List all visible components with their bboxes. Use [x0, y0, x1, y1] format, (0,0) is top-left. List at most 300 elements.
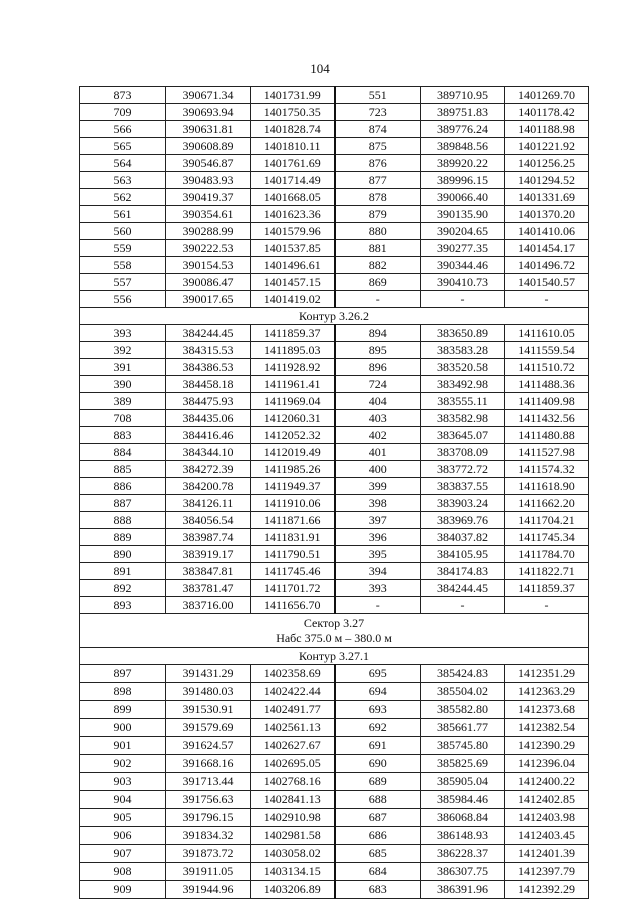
table-row — [80, 223, 589, 240]
x-coordinate-cell: 384475.93 — [166, 393, 251, 410]
point-number-cell: 884 — [80, 444, 166, 461]
point-number-cell: 893 — [80, 597, 166, 614]
y-coordinate-cell: 1411701.72 — [251, 580, 335, 597]
x-coordinate-cell: 391668.16 — [166, 755, 251, 773]
x-coordinate-cell: 390546.87 — [166, 155, 251, 172]
x-coordinate-cell: 383520.58 — [421, 359, 505, 376]
table-row — [80, 291, 589, 308]
y-coordinate-cell: 1403134.15 — [251, 863, 335, 881]
x-coordinate-cell: 391530.91 — [166, 701, 251, 719]
table-row — [80, 444, 589, 461]
x-coordinate-cell: - — [421, 597, 505, 614]
x-coordinate-cell: 383492.98 — [421, 376, 505, 393]
x-coordinate-cell: 383555.11 — [421, 393, 505, 410]
point-number-cell: 874 — [335, 121, 421, 138]
table-row — [80, 845, 589, 863]
x-coordinate-cell: 383969.76 — [421, 512, 505, 529]
point-number-cell: 559 — [80, 240, 166, 257]
contour-header-row — [80, 648, 589, 665]
y-coordinate-cell: 1411969.04 — [251, 393, 335, 410]
x-coordinate-cell: 386068.84 — [421, 809, 505, 827]
x-coordinate-cell: 384386.53 — [166, 359, 251, 376]
point-number-cell: 561 — [80, 206, 166, 223]
table-row — [80, 701, 589, 719]
point-number-cell: 908 — [80, 863, 166, 881]
x-coordinate-cell: 383772.72 — [421, 461, 505, 478]
point-number-cell: 903 — [80, 773, 166, 791]
y-coordinate-cell: 1411610.05 — [505, 325, 589, 342]
x-coordinate-cell: 390204.65 — [421, 223, 505, 240]
y-coordinate-cell: 1412363.29 — [505, 683, 589, 701]
y-coordinate-cell: 1401828.74 — [251, 121, 335, 138]
y-coordinate-cell: 1411618.90 — [505, 478, 589, 495]
y-coordinate-cell: 1411961.41 — [251, 376, 335, 393]
point-number-cell: 905 — [80, 809, 166, 827]
y-coordinate-cell: 1411704.21 — [505, 512, 589, 529]
y-coordinate-cell: 1401178.42 — [505, 104, 589, 121]
table-row — [80, 172, 589, 189]
y-coordinate-cell: 1401188.98 — [505, 121, 589, 138]
y-coordinate-cell: 1401668.05 — [251, 189, 335, 206]
table-row — [80, 827, 589, 845]
x-coordinate-cell: 390354.61 — [166, 206, 251, 223]
point-number-cell: 897 — [80, 665, 166, 683]
table-row — [80, 791, 589, 809]
x-coordinate-cell: 390344.46 — [421, 257, 505, 274]
point-number-cell: 399 — [335, 478, 421, 495]
x-coordinate-cell: 391480.03 — [166, 683, 251, 701]
y-coordinate-cell: 1412019.49 — [251, 444, 335, 461]
x-coordinate-cell: 391431.29 — [166, 665, 251, 683]
point-number-cell: 891 — [80, 563, 166, 580]
point-number-cell: 686 — [335, 827, 421, 845]
table-row — [80, 563, 589, 580]
y-coordinate-cell: 1403058.02 — [251, 845, 335, 863]
x-coordinate-cell: 385905.04 — [421, 773, 505, 791]
y-coordinate-cell: 1401750.35 — [251, 104, 335, 121]
x-coordinate-cell: 385825.69 — [421, 755, 505, 773]
y-coordinate-cell: 1411859.37 — [251, 325, 335, 342]
x-coordinate-cell: 390693.94 — [166, 104, 251, 121]
point-number-cell: 892 — [80, 580, 166, 597]
header-line: Набс 375.0 м – 380.0 м — [276, 630, 392, 645]
point-number-cell: 398 — [335, 495, 421, 512]
x-coordinate-cell: 384315.53 — [166, 342, 251, 359]
x-coordinate-cell: 384200.78 — [166, 478, 251, 495]
x-coordinate-cell: 390410.73 — [421, 274, 505, 291]
y-coordinate-cell: 1402910.98 — [251, 809, 335, 827]
point-number-cell: 879 — [335, 206, 421, 223]
table-row — [80, 461, 589, 478]
x-coordinate-cell: 390066.40 — [421, 189, 505, 206]
y-coordinate-cell: 1411822.71 — [505, 563, 589, 580]
y-coordinate-cell: 1411480.88 — [505, 427, 589, 444]
x-coordinate-cell: 386391.96 — [421, 881, 505, 899]
y-coordinate-cell: 1412373.68 — [505, 701, 589, 719]
x-coordinate-cell: 384037.82 — [421, 529, 505, 546]
table-row — [80, 665, 589, 683]
y-coordinate-cell: 1411871.66 — [251, 512, 335, 529]
y-coordinate-cell: 1412392.29 — [505, 881, 589, 899]
header-line: Сектор 3.27 — [303, 615, 365, 630]
x-coordinate-cell: 389751.83 — [421, 104, 505, 121]
table-row — [80, 359, 589, 376]
x-coordinate-cell: 386228.37 — [421, 845, 505, 863]
x-coordinate-cell: 384174.83 — [421, 563, 505, 580]
y-coordinate-cell: 1402491.77 — [251, 701, 335, 719]
point-number-cell: 393 — [80, 325, 166, 342]
y-coordinate-cell: 1402768.16 — [251, 773, 335, 791]
point-number-cell: 563 — [80, 172, 166, 189]
point-number-cell: 560 — [80, 223, 166, 240]
y-coordinate-cell: 1402561.13 — [251, 719, 335, 737]
x-coordinate-cell: 389848.56 — [421, 138, 505, 155]
point-number-cell: 556 — [80, 291, 166, 308]
y-coordinate-cell: 1412351.29 — [505, 665, 589, 683]
y-coordinate-cell: 1402358.69 — [251, 665, 335, 683]
y-coordinate-cell: 1401269.70 — [505, 87, 589, 104]
point-number-cell: 397 — [335, 512, 421, 529]
y-coordinate-cell: 1412400.22 — [505, 773, 589, 791]
y-coordinate-cell: 1412403.98 — [505, 809, 589, 827]
point-number-cell: 875 — [335, 138, 421, 155]
point-number-cell: 389 — [80, 393, 166, 410]
point-number-cell: 878 — [335, 189, 421, 206]
table-row — [80, 546, 589, 563]
y-coordinate-cell: 1401731.99 — [251, 87, 335, 104]
y-coordinate-cell: 1401454.17 — [505, 240, 589, 257]
point-number-cell: 723 — [335, 104, 421, 121]
table-row — [80, 597, 589, 614]
x-coordinate-cell: 384458.18 — [166, 376, 251, 393]
point-number-cell: 402 — [335, 427, 421, 444]
point-number-cell: 887 — [80, 495, 166, 512]
y-coordinate-cell: 1402841.13 — [251, 791, 335, 809]
table-row — [80, 325, 589, 342]
x-coordinate-cell: 383903.24 — [421, 495, 505, 512]
point-number-cell: 688 — [335, 791, 421, 809]
y-coordinate-cell: 1402695.05 — [251, 755, 335, 773]
y-coordinate-cell: 1401496.72 — [505, 257, 589, 274]
point-number-cell: 694 — [335, 683, 421, 701]
point-number-cell: 401 — [335, 444, 421, 461]
y-coordinate-cell: 1401294.52 — [505, 172, 589, 189]
y-coordinate-cell: 1411574.32 — [505, 461, 589, 478]
y-coordinate-cell: 1411510.72 — [505, 359, 589, 376]
table-row — [80, 240, 589, 257]
x-coordinate-cell: 383847.81 — [166, 563, 251, 580]
y-coordinate-cell: 1401496.61 — [251, 257, 335, 274]
point-number-cell: 906 — [80, 827, 166, 845]
point-number-cell: 886 — [80, 478, 166, 495]
point-number-cell: 685 — [335, 845, 421, 863]
x-coordinate-cell: 390277.35 — [421, 240, 505, 257]
table-row — [80, 719, 589, 737]
x-coordinate-cell: 384416.46 — [166, 427, 251, 444]
point-number-cell: 558 — [80, 257, 166, 274]
y-coordinate-cell: 1403206.89 — [251, 881, 335, 899]
x-coordinate-cell: 391944.96 — [166, 881, 251, 899]
y-coordinate-cell: - — [505, 291, 589, 308]
table-row — [80, 773, 589, 791]
y-coordinate-cell: 1411745.34 — [505, 529, 589, 546]
y-coordinate-cell: 1401331.69 — [505, 189, 589, 206]
y-coordinate-cell: 1411745.46 — [251, 563, 335, 580]
point-number-cell: 708 — [80, 410, 166, 427]
point-number-cell: 873 — [80, 87, 166, 104]
table-row — [80, 427, 589, 444]
x-coordinate-cell: 390608.89 — [166, 138, 251, 155]
y-coordinate-cell: 1411859.37 — [505, 580, 589, 597]
table-row — [80, 755, 589, 773]
point-number-cell: 551 — [335, 87, 421, 104]
x-coordinate-cell: 389776.24 — [421, 121, 505, 138]
table-row — [80, 683, 589, 701]
y-coordinate-cell: 1401370.20 — [505, 206, 589, 223]
x-coordinate-cell: 385984.46 — [421, 791, 505, 809]
y-coordinate-cell: 1401810.11 — [251, 138, 335, 155]
x-coordinate-cell: 391834.32 — [166, 827, 251, 845]
x-coordinate-cell: 390135.90 — [421, 206, 505, 223]
contour-header — [80, 308, 589, 325]
x-coordinate-cell: 391579.69 — [166, 719, 251, 737]
x-coordinate-cell: 384244.45 — [166, 325, 251, 342]
y-coordinate-cell: 1401579.96 — [251, 223, 335, 240]
point-number-cell: 565 — [80, 138, 166, 155]
table-row — [80, 495, 589, 512]
point-number-cell: 557 — [80, 274, 166, 291]
table-row — [80, 104, 589, 121]
x-coordinate-cell: 390222.53 — [166, 240, 251, 257]
x-coordinate-cell: 383919.17 — [166, 546, 251, 563]
point-number-cell: 404 — [335, 393, 421, 410]
contour-header-row — [80, 308, 589, 325]
point-number-cell: 901 — [80, 737, 166, 755]
point-number-cell: 898 — [80, 683, 166, 701]
table-row — [80, 478, 589, 495]
point-number-cell: 876 — [335, 155, 421, 172]
point-number-cell: 709 — [80, 104, 166, 121]
x-coordinate-cell: 384105.95 — [421, 546, 505, 563]
x-coordinate-cell: 383582.98 — [421, 410, 505, 427]
x-coordinate-cell: 390154.53 — [166, 257, 251, 274]
y-coordinate-cell: 1412390.29 — [505, 737, 589, 755]
y-coordinate-cell: 1402981.58 — [251, 827, 335, 845]
y-coordinate-cell: 1411662.20 — [505, 495, 589, 512]
x-coordinate-cell: 384244.45 — [421, 580, 505, 597]
table-row — [80, 881, 589, 899]
point-number-cell: 394 — [335, 563, 421, 580]
x-coordinate-cell: 383650.89 — [421, 325, 505, 342]
point-number-cell: 393 — [335, 580, 421, 597]
x-coordinate-cell: 389996.15 — [421, 172, 505, 189]
table-row — [80, 393, 589, 410]
x-coordinate-cell: 385424.83 — [421, 665, 505, 683]
point-number-cell: 391 — [80, 359, 166, 376]
x-coordinate-cell: 391911.05 — [166, 863, 251, 881]
point-number-cell: 396 — [335, 529, 421, 546]
point-number-cell: 895 — [335, 342, 421, 359]
point-number-cell: 693 — [335, 701, 421, 719]
point-number-cell: 724 — [335, 376, 421, 393]
x-coordinate-cell: 390419.37 — [166, 189, 251, 206]
x-coordinate-cell: 384126.11 — [166, 495, 251, 512]
x-coordinate-cell: 385504.02 — [421, 683, 505, 701]
y-coordinate-cell: 1411895.03 — [251, 342, 335, 359]
y-coordinate-cell: 1411790.51 — [251, 546, 335, 563]
y-coordinate-cell: 1402627.67 — [251, 737, 335, 755]
y-coordinate-cell: 1401714.49 — [251, 172, 335, 189]
point-number-cell: 403 — [335, 410, 421, 427]
point-number-cell: 907 — [80, 845, 166, 863]
y-coordinate-cell: 1401540.57 — [505, 274, 589, 291]
y-coordinate-cell: 1401419.02 — [251, 291, 335, 308]
header-line: Контур 3.26.2 — [299, 308, 369, 323]
point-number-cell: 881 — [335, 240, 421, 257]
y-coordinate-cell: 1411910.06 — [251, 495, 335, 512]
table-row — [80, 138, 589, 155]
table-row — [80, 189, 589, 206]
x-coordinate-cell: 383708.09 — [421, 444, 505, 461]
y-coordinate-cell: 1411784.70 — [505, 546, 589, 563]
x-coordinate-cell: 384435.06 — [166, 410, 251, 427]
table-row — [80, 512, 589, 529]
table-row — [80, 342, 589, 359]
point-number-cell: 687 — [335, 809, 421, 827]
y-coordinate-cell: 1411949.37 — [251, 478, 335, 495]
table-row — [80, 155, 589, 172]
y-coordinate-cell: 1411831.91 — [251, 529, 335, 546]
coordinates-table-body — [80, 87, 589, 899]
y-coordinate-cell: 1412397.79 — [505, 863, 589, 881]
y-coordinate-cell: 1412403.45 — [505, 827, 589, 845]
y-coordinate-cell: 1411409.98 — [505, 393, 589, 410]
x-coordinate-cell: 386148.93 — [421, 827, 505, 845]
point-number-cell: 899 — [80, 701, 166, 719]
y-coordinate-cell: 1411488.36 — [505, 376, 589, 393]
point-number-cell: 690 — [335, 755, 421, 773]
point-number-cell: 883 — [80, 427, 166, 444]
table-row — [80, 809, 589, 827]
table-row — [80, 863, 589, 881]
point-number-cell: 684 — [335, 863, 421, 881]
y-coordinate-cell: 1412382.54 — [505, 719, 589, 737]
point-number-cell: 691 — [335, 737, 421, 755]
point-number-cell: 392 — [80, 342, 166, 359]
y-coordinate-cell: 1411559.54 — [505, 342, 589, 359]
x-coordinate-cell: 385582.80 — [421, 701, 505, 719]
y-coordinate-cell: 1401537.85 — [251, 240, 335, 257]
y-coordinate-cell: 1412396.04 — [505, 755, 589, 773]
x-coordinate-cell: 383781.47 — [166, 580, 251, 597]
point-number-cell: 692 — [335, 719, 421, 737]
y-coordinate-cell: 1401623.36 — [251, 206, 335, 223]
table-row — [80, 206, 589, 223]
point-number-cell: 400 — [335, 461, 421, 478]
point-number-cell: 904 — [80, 791, 166, 809]
x-coordinate-cell: 391756.63 — [166, 791, 251, 809]
table-row — [80, 257, 589, 274]
point-number-cell: 562 — [80, 189, 166, 206]
x-coordinate-cell: 390017.65 — [166, 291, 251, 308]
point-number-cell: - — [335, 291, 421, 308]
y-coordinate-cell: 1412402.85 — [505, 791, 589, 809]
x-coordinate-cell: - — [421, 291, 505, 308]
y-coordinate-cell: 1401221.92 — [505, 138, 589, 155]
x-coordinate-cell: 384272.39 — [166, 461, 251, 478]
x-coordinate-cell: 391873.72 — [166, 845, 251, 863]
x-coordinate-cell: 390671.34 — [166, 87, 251, 104]
x-coordinate-cell: 383716.00 — [166, 597, 251, 614]
point-number-cell: 888 — [80, 512, 166, 529]
point-number-cell: 894 — [335, 325, 421, 342]
point-number-cell: 689 — [335, 773, 421, 791]
table-row — [80, 87, 589, 104]
point-number-cell: 869 — [335, 274, 421, 291]
table-row — [80, 274, 589, 291]
point-number-cell: 683 — [335, 881, 421, 899]
point-number-cell: 564 — [80, 155, 166, 172]
table-row — [80, 121, 589, 138]
header-line: Контур 3.27.1 — [299, 648, 369, 663]
point-number-cell: 877 — [335, 172, 421, 189]
x-coordinate-cell: 385661.77 — [421, 719, 505, 737]
y-coordinate-cell: 1411928.92 — [251, 359, 335, 376]
point-number-cell: - — [335, 597, 421, 614]
x-coordinate-cell: 389920.22 — [421, 155, 505, 172]
x-coordinate-cell: 383583.28 — [421, 342, 505, 359]
point-number-cell: 900 — [80, 719, 166, 737]
x-coordinate-cell: 391796.15 — [166, 809, 251, 827]
table-row — [80, 580, 589, 597]
x-coordinate-cell: 390288.99 — [166, 223, 251, 240]
y-coordinate-cell: 1412060.31 — [251, 410, 335, 427]
y-coordinate-cell: 1401761.69 — [251, 155, 335, 172]
point-number-cell: 902 — [80, 755, 166, 773]
y-coordinate-cell: 1401256.25 — [505, 155, 589, 172]
point-number-cell: 896 — [335, 359, 421, 376]
x-coordinate-cell: 390483.93 — [166, 172, 251, 189]
x-coordinate-cell: 390631.81 — [166, 121, 251, 138]
point-number-cell: 566 — [80, 121, 166, 138]
y-coordinate-cell: 1412401.39 — [505, 845, 589, 863]
point-number-cell: 890 — [80, 546, 166, 563]
y-coordinate-cell: 1411527.98 — [505, 444, 589, 461]
point-number-cell: 909 — [80, 881, 166, 899]
page-number: 104 — [310, 61, 330, 76]
x-coordinate-cell: 384056.54 — [166, 512, 251, 529]
point-number-cell: 882 — [335, 257, 421, 274]
y-coordinate-cell: 1411656.70 — [251, 597, 335, 614]
table-row — [80, 529, 589, 546]
y-coordinate-cell: 1411432.56 — [505, 410, 589, 427]
x-coordinate-cell: 383645.07 — [421, 427, 505, 444]
point-number-cell: 395 — [335, 546, 421, 563]
y-coordinate-cell: 1412052.32 — [251, 427, 335, 444]
x-coordinate-cell: 391624.57 — [166, 737, 251, 755]
point-number-cell: 695 — [335, 665, 421, 683]
y-coordinate-cell: 1401457.15 — [251, 274, 335, 291]
sector-header — [80, 614, 589, 648]
x-coordinate-cell: 385745.80 — [421, 737, 505, 755]
x-coordinate-cell: 390086.47 — [166, 274, 251, 291]
y-coordinate-cell: - — [505, 597, 589, 614]
contour-header — [80, 648, 589, 665]
point-number-cell: 889 — [80, 529, 166, 546]
x-coordinate-cell: 383987.74 — [166, 529, 251, 546]
x-coordinate-cell: 386307.75 — [421, 863, 505, 881]
coordinates-table — [79, 86, 589, 899]
